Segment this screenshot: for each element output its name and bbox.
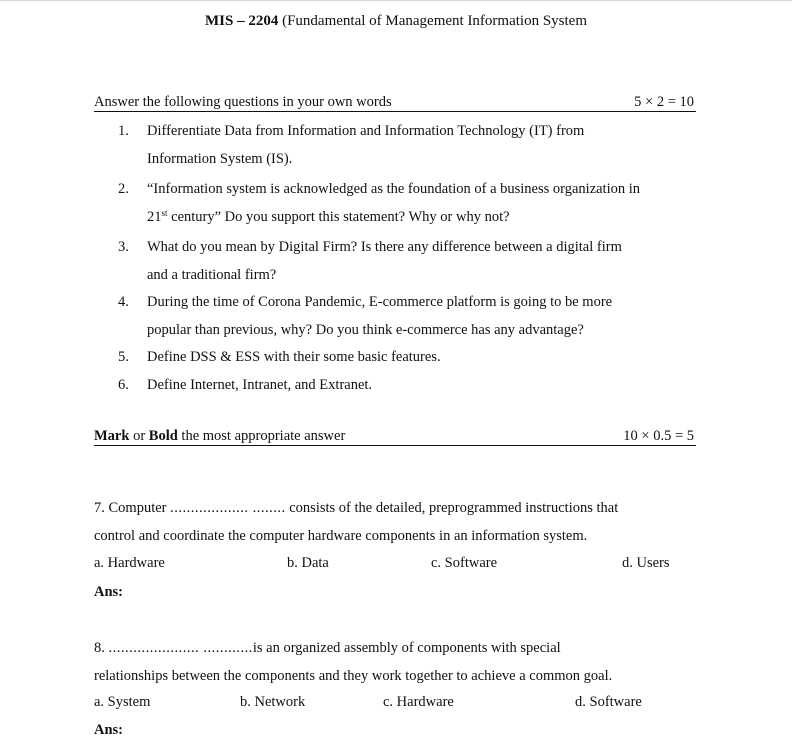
mcq-line — [94, 634, 704, 662]
mcq-line: control and coordinate the computer hardware components in an information system. — [94, 528, 588, 544]
mcq-7 — [94, 494, 704, 550]
mcq-text: consists of the detailed, preprogrammed instructions that — [285, 500, 619, 516]
option-d[interactable]: d. Software — [575, 694, 642, 710]
section1-header — [94, 94, 696, 112]
option-d[interactable]: d. Users — [622, 555, 670, 571]
mcq-line: relationships between the components and they work together to achieve a common goal. — [94, 668, 613, 684]
page-title — [0, 13, 792, 30]
instruction-rest: the most appropriate answer — [177, 428, 346, 444]
blank-dots: ...................... ............ — [108, 640, 253, 656]
mcq-line — [94, 494, 704, 522]
question-line — [147, 203, 707, 231]
question-number: 1. — [118, 123, 129, 139]
or-word: or — [129, 428, 149, 444]
question-line: During the time of Corona Pandemic, E-commerce platform is going to be more — [147, 294, 613, 310]
section1-marks: 5 × 2 = 10 — [634, 94, 694, 110]
mcq-8 — [94, 634, 704, 690]
century-number: 21 — [147, 209, 162, 225]
question-number: 3. — [118, 239, 129, 255]
question-line: What do you mean by Digital Firm? Is there any difference between a digital firm — [147, 239, 622, 255]
blank-dots: ................... ........ — [170, 500, 286, 516]
answer-label: Ans: — [94, 584, 124, 600]
question-line-rest: century” Do you support this statement? Why or why not? — [167, 209, 510, 225]
section2-marks: 10 × 0.5 = 5 — [623, 428, 694, 444]
section2-header — [94, 428, 696, 446]
mark-word: Mark — [94, 428, 130, 444]
question-number: 6. — [118, 377, 129, 393]
mcq-text: is an organized assembly of components with special — [252, 640, 561, 656]
question-line: Differentiate Data from Information and Information Technology (IT) from — [147, 123, 585, 139]
question-line: Define Internet, Intranet, and Extranet. — [147, 377, 373, 393]
question-line: “Information system is acknowledged as the foundation of a business organization in — [147, 181, 641, 197]
bold-word: Bold — [148, 428, 178, 444]
mcq-prefix: 7. Computer — [94, 500, 171, 516]
option-a[interactable]: a. System — [94, 694, 151, 710]
question-line: Information System (IS). — [147, 151, 293, 167]
course-code: MIS – 2204 — [204, 13, 279, 29]
question-line: popular than previous, why? Do you think e-commerce has any advantage? — [147, 322, 584, 338]
mcq-prefix: 8. — [94, 640, 109, 656]
question-number: 5. — [118, 349, 129, 365]
option-c[interactable]: c. Hardware — [383, 694, 454, 710]
answer-label: Ans: — [94, 722, 124, 738]
question-line: Define DSS & ESS with their some basic features. — [147, 349, 441, 365]
section2-instruction — [94, 428, 345, 445]
top-border — [0, 0, 792, 1]
question-line: and a traditional firm? — [147, 267, 277, 283]
option-b[interactable]: b. Data — [287, 555, 329, 571]
question-number: 2. — [118, 181, 129, 197]
option-c[interactable]: c. Software — [431, 555, 498, 571]
question-number: 4. — [118, 294, 129, 310]
ordinal-suffix: st — [161, 208, 168, 218]
section1-instruction: Answer the following questions in your own words — [94, 94, 392, 110]
option-a[interactable]: a. Hardware — [94, 555, 165, 571]
option-b[interactable]: b. Network — [240, 694, 306, 710]
course-name: (Fundamental of Management Information System — [282, 13, 588, 29]
